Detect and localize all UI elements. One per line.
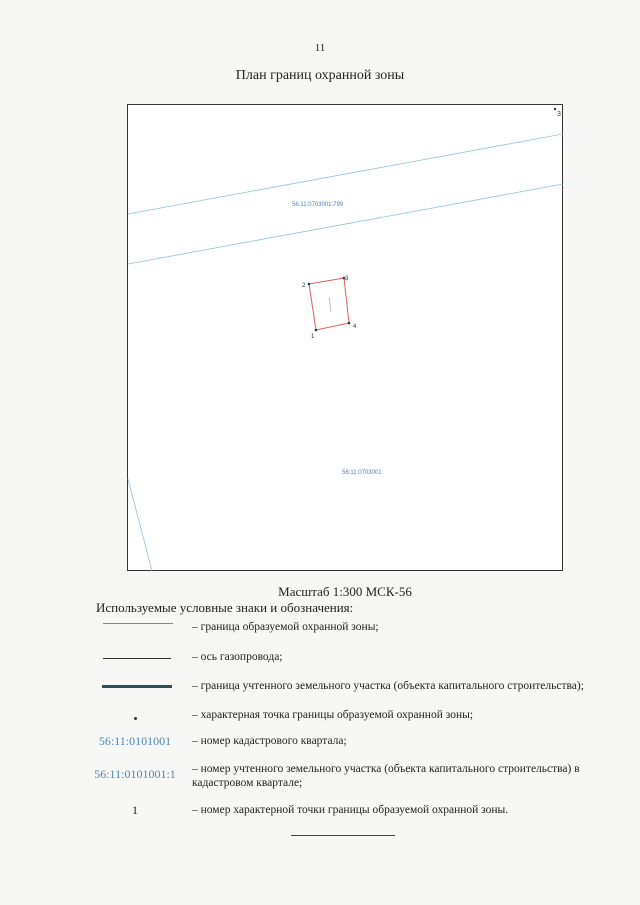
- legend-title: Используемые условные знаки и обозначения:: [96, 600, 354, 615]
- corner-point-label: 3: [557, 111, 561, 118]
- zone-point-4: [348, 322, 351, 325]
- black-line-symbol: [103, 658, 171, 659]
- legend-symbol: [80, 708, 190, 724]
- legend-symbol: [80, 650, 190, 666]
- legend-symbol: [80, 734, 190, 750]
- closing-rule: [291, 835, 395, 836]
- legend-text: – граница образуемой охранной зоны;: [192, 621, 379, 633]
- legend-text: – характерная точка границы образуемой охранной зоны;: [192, 709, 474, 721]
- scale-caption: Масштаб 1:300 МСК-56: [278, 584, 412, 599]
- zone-point-label-1: 1: [311, 334, 315, 340]
- legend-text: – граница учтенного земельного участка (объекта капитального строительства);: [192, 680, 584, 692]
- quarter-number-symbol: 56:11:0101001: [98, 734, 172, 748]
- point-symbol: [134, 717, 137, 720]
- legend-symbol: [80, 803, 190, 819]
- legend-symbol: [80, 620, 190, 636]
- legend-text: – номер кадастрового квартала;: [192, 735, 347, 747]
- zone-point-label-3: 3: [345, 276, 349, 282]
- parcel-number-label: 56:11:0703001:799: [292, 202, 344, 208]
- map-drawing: [127, 104, 563, 571]
- zone-point-2: [308, 283, 311, 286]
- red-line-symbol: [103, 623, 173, 624]
- legend-text: – ось газопровода;: [192, 651, 283, 663]
- page-number: 11: [314, 42, 326, 54]
- teal-line-symbol: [102, 685, 172, 688]
- legend-text: – номер учтенного земельного участка (объекта капитального строительства) в кадастровом квартале;: [192, 763, 580, 789]
- zone-point-label-4: 4: [353, 324, 357, 330]
- legend-symbol: [80, 762, 190, 781]
- page-title: План границ охранной зоны: [235, 68, 405, 83]
- zone-point-label-2: 2: [302, 283, 306, 289]
- map-frame: [127, 104, 563, 571]
- zone-point-1: [315, 329, 318, 332]
- corner-point: [554, 108, 556, 110]
- point-number-symbol: 1: [132, 803, 138, 817]
- legend-symbol: [80, 679, 190, 695]
- legend-text: – номер характерной точки границы образуемой охранной зоны.: [192, 804, 509, 816]
- quarter-number-label: 56:11:0703001: [342, 470, 382, 476]
- parcel-number-symbol: 56:11:0101001:1: [94, 767, 176, 781]
